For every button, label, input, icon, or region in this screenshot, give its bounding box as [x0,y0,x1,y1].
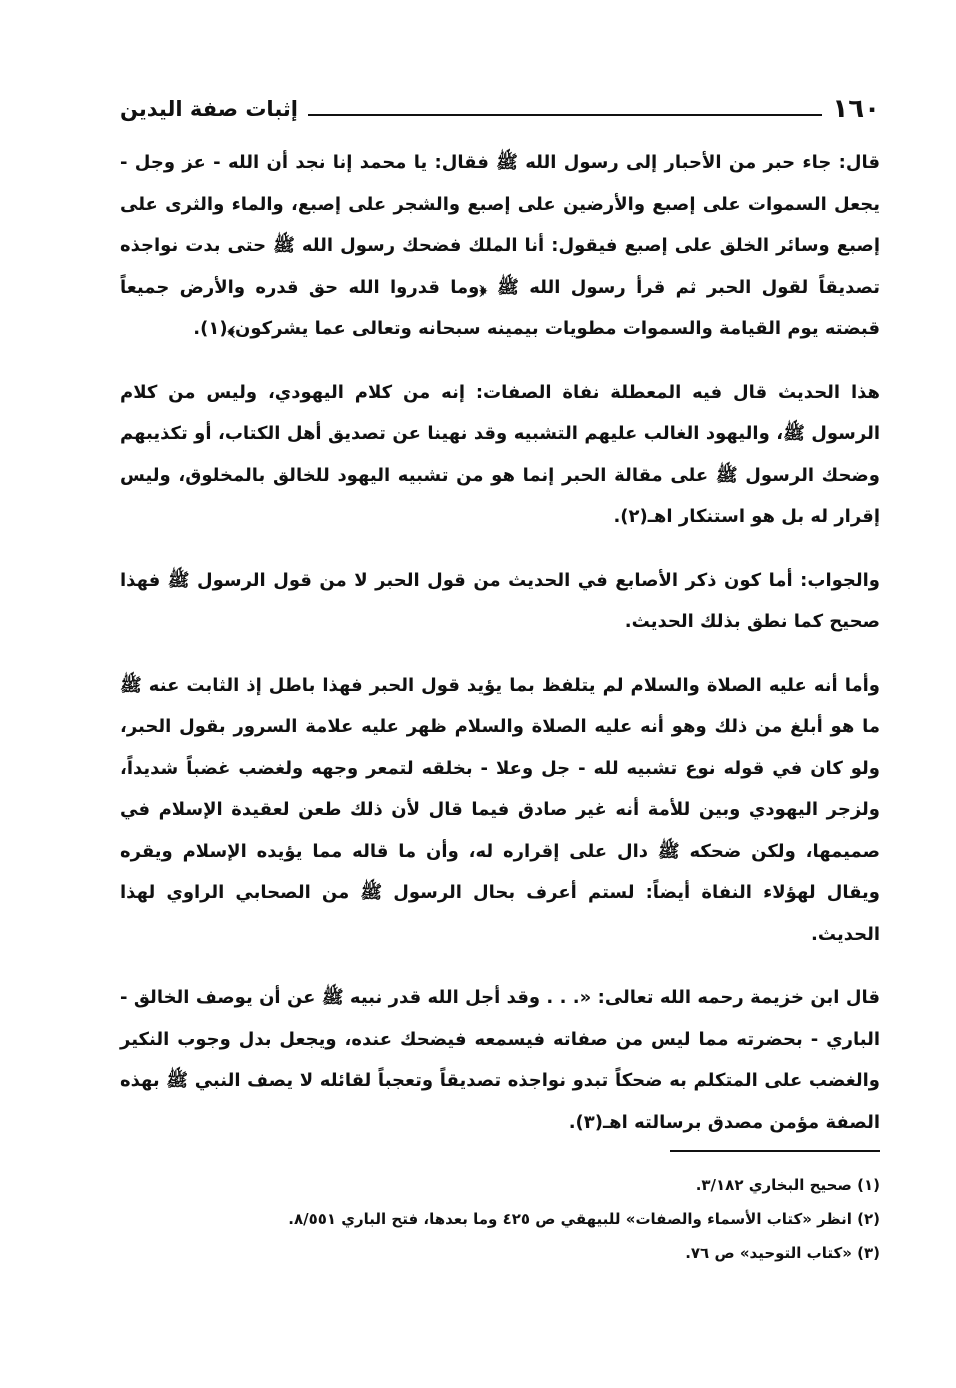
paragraph: هذا الحديث قال فيه المعطلة نفاة الصفات: إنه من كلام اليهودي، وليس من كلام الرسول ﷺ، واليهود الغالب عليهم التشبيه وقد نهينا عن تصديق أهل الكتاب، أو تكذيبهم وضحك الرسول ﷺ على مقالة الحبر إنما هو من تشبيه اليهود للخالق بالمخلوق، وليس إقرار له بل هو استنكار اهـ(٢). [120,381,880,527]
page-header [120,84,880,124]
footnote-separator [670,1150,880,1152]
main-text [120,142,880,1165]
paragraph: قال ابن خزيمة رحمه الله تعالى: «. . . وقد أجل الله قدر نبيه ﷺ عن أن يوصف الخالق - الباري - بحضرته مما ليس من صفاته فيسمعه فيضحك عنده، ويجعل بدل وجوب النكير والغضب على المتكلم به ضحكاً تبدو نواجذه تصديقاً وتعجباً لقائله لا يصف النبي ﷺ بهذه الصفة مؤمن مصدق برسالته اهـ(٣). [120,987,880,1133]
header-rule [308,114,822,116]
footnote: (١) صحيح البخاري ٣/١٨٢. [695,1176,880,1194]
paragraph: قال: جاء حبر من الأحبار إلى رسول الله ﷺ فقال: يا محمد إنا نجد أن الله - عز وجل - يجعل السموات على إصبع والأرضين على إصبع والشجر على إصبع، والماء والثرى على إصبع وسائر الخلق على إصبع فيقول: أنا الملك فضحك رسول الله ﷺ حتى بدت نواجذه تصديقاً لقول الحبر ثم قرأ رسول الله ﷺ ﴿وما قدروا الله حق قدره والأرض جميعاً قبضته يوم القيامة والسموات مطويات بيمينه سبحانه وتعالى عما يشركون﴾(١). [120,152,880,339]
footnote: (٢) انظر «كتاب الأسماء والصفات» للبيهقي ص ٤٢٥ وما بعدها، فتح الباري ٨/٥٥١. [288,1210,880,1228]
running-title: إثبات صفة اليدين [120,97,298,121]
paragraph: والجواب: أما كون ذكر الأصابع في الحديث من قول الحبر لا من قول الرسول ﷺ فهذا صحيح كما نطق بذلك الحديث. [120,569,880,632]
page-number: ١٦٠ [832,94,880,124]
footnote: (٣) «كتاب التوحيد» ص ٧٦. [685,1244,880,1262]
paragraph: وأما أنه عليه الصلاة والسلام لم يتلفظ بما يؤيد قول الحبر فهذا باطل إذ الثابت عنه ﷺ ما هو أبلغ من ذلك وهو أنه عليه الصلاة والسلام ظهر عليه علامة السرور بقول الحبر، ولو كان في قوله نوع تشبيه لله - جل وعلا - بخلقه لتمعر وجهه ولغضب غضباً شديداً، ولزجر اليهودي وبين للأمة أنه غير صادق فيما قال لأن ذلك طعن لعقيدة الإسلام في صميمها، ولكن ضحكه ﷺ دال على إقراره له، وأن ما قاله مما يؤيده الإسلام ويقره ويقال لهؤلاء النفاة أيضاً: لستم أعرف بحال الرسول ﷺ من الصحابي الراوي لهذا الحديث. [120,674,880,945]
footnotes [120,1168,880,1270]
